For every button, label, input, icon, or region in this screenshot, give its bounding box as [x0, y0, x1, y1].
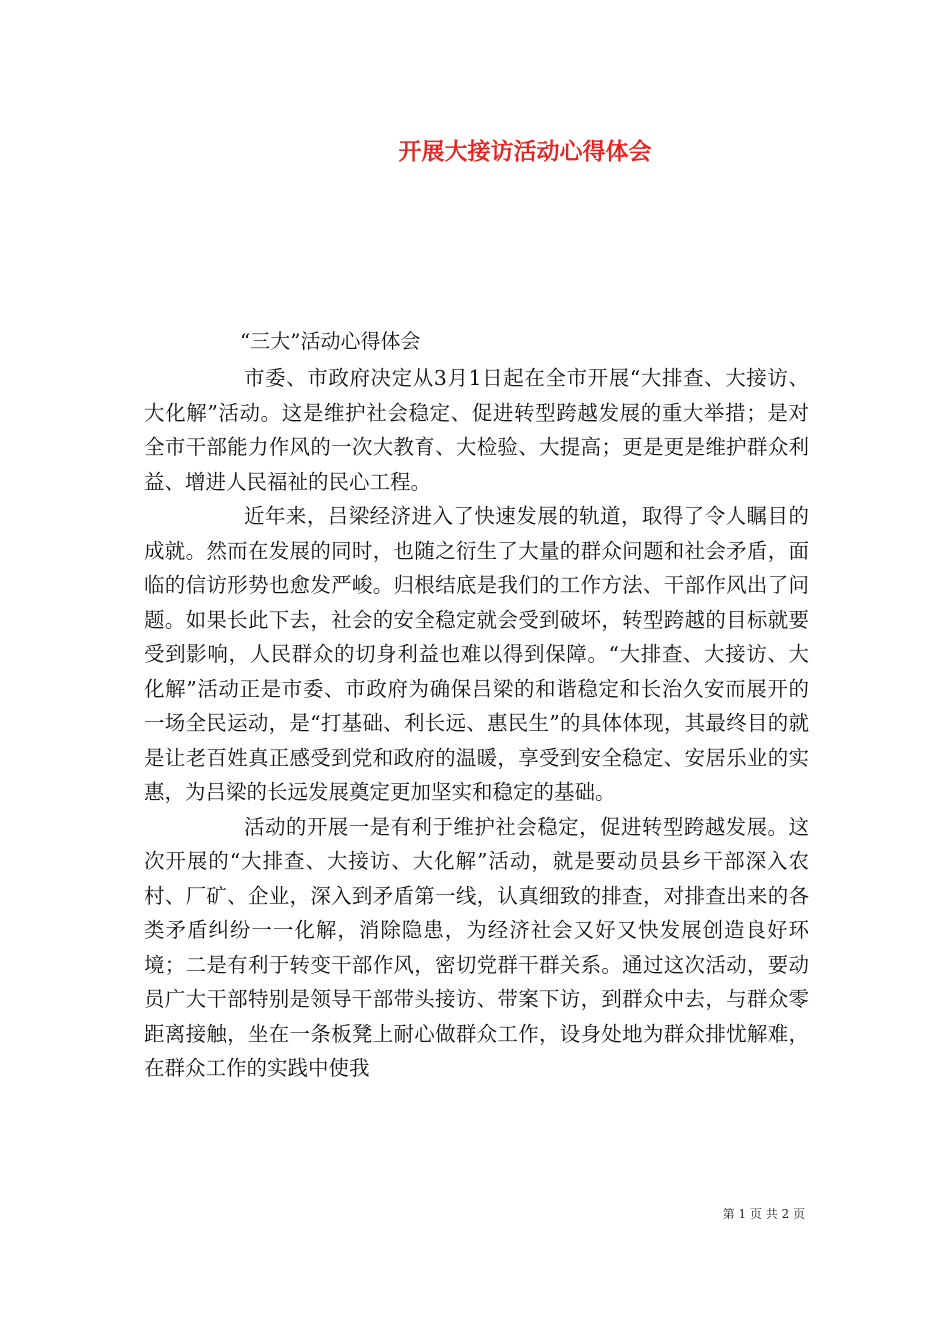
document-body — [144, 361, 809, 1086]
page-number-footer: 第 1 页 共 2 页 — [722, 1207, 805, 1221]
document-title: 开展大接访活动心得体会 — [398, 138, 652, 165]
paragraph-1: 市委、市政府决定从3月1日起在全市开展“大排查、大接访、大化解”活动。这是维护社会稳定、促进转型跨越发展的重大举措；是对全市干部能力作风的一次大教育、大检验、大提高；更是更是维护群众利益、增进人民福祉的民心工程。 — [144, 366, 809, 494]
document-subtitle: “三大”活动心得体会 — [240, 329, 421, 353]
paragraph-2: 近年来，吕梁经济进入了快速发展的轨道，取得了令人瞩目的成就。然而在发展的同时，也随之衍生了大量的群众问题和社会矛盾，面临的信访形势也愈发严峻。归根结底是我们的工作方法、干部作风出了问题。如果长此下去，社会的安全稳定就会受到破坏，转型跨越的目标就要受到影响，人民群众的切身利益也难以得到保障。“大排查、大接访、大化解”活动正是市委、市政府为确保吕梁的和谐稳定和长治久安而展开的一场全民运动，是“打基础、利长远、惠民生”的具体体现，其最终目的就是让老百姓真正感受到党和政府的温暖，享受到安全稳定、安居乐业的实惠，为吕梁的长远发展奠定更加坚实和稳定的基础。 — [144, 504, 809, 804]
paragraph-3: 活动的开展一是有利于维护社会稳定，促进转型跨越发展。这次开展的“大排查、大接访、大化解”活动，就是要动员县乡干部深入农村、厂矿、企业，深入到矛盾第一线，认真细致的排查，对排查出来的各类矛盾纠纷一一化解，消除隐患，为经济社会又好又快发展创造良好环境；二是有利于转变干部作风，密切党群干群关系。通过这次活动，要动员广大干部特别是领导干部带头接访、带案下访，到群众中去，与群众零距离接触，坐在一条板凳上耐心做群众工作，设身处地为群众排忧解难，在群众工作的实践中使我 — [144, 814, 809, 1080]
